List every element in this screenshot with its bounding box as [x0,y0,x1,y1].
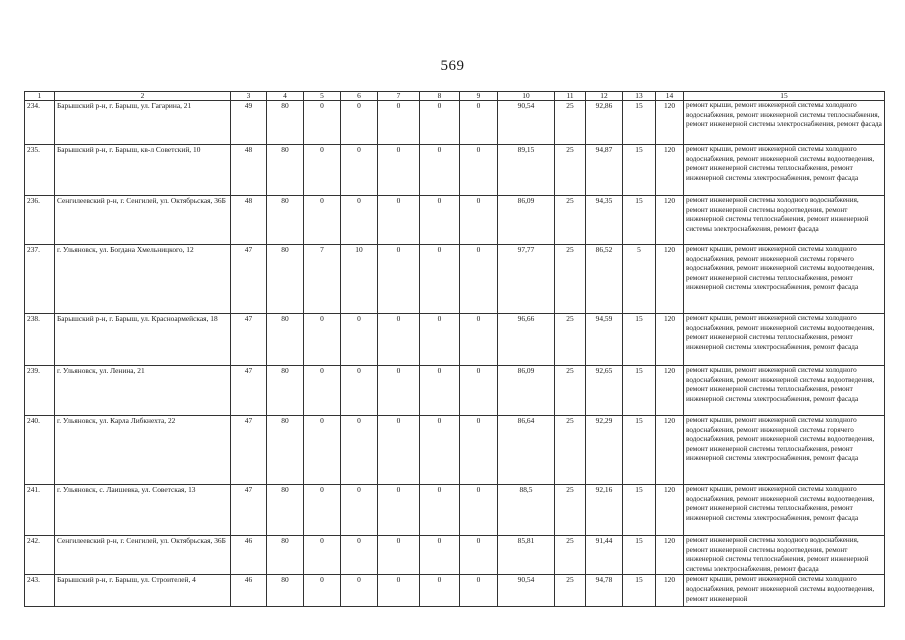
column-number-row [25,92,885,101]
value-cell-c4: 80 [267,196,304,245]
value-cell-c14: 120 [656,196,684,245]
value-cell-c5: 0 [304,366,341,416]
works-cell: ремонт крыши, ремонт инженерной системы холодного водоснабжения, ремонт инженерной системы водоотведения, ремонт инженерной системы теплоснабжения, ремонт инженерной системы электроснабжения, ремонт фасада [684,145,885,196]
value-cell-c5: 7 [304,245,341,314]
value-cell-c8: 0 [420,575,460,607]
value-cell-c7: 0 [378,485,420,536]
table-row [25,245,885,314]
table-row [25,575,885,607]
value-cell-c10: 90,54 [498,101,555,145]
value-cell-c13: 15 [623,314,656,366]
value-cell-c5: 0 [304,196,341,245]
value-cell-c10: 86,09 [498,366,555,416]
value-cell-c7: 0 [378,196,420,245]
value-cell-c13: 15 [623,575,656,607]
value-cell-c11: 25 [555,101,586,145]
repair-register-table [24,91,885,607]
value-cell-c9: 0 [460,145,498,196]
value-cell-c13: 15 [623,101,656,145]
value-cell-c14: 120 [656,536,684,575]
value-cell-c4: 80 [267,575,304,607]
row-number-cell: 243. [25,575,55,607]
value-cell-c4: 80 [267,366,304,416]
value-cell-c11: 25 [555,485,586,536]
value-cell-c4: 80 [267,536,304,575]
value-cell-c12: 92,29 [586,416,623,485]
value-cell-c4: 80 [267,314,304,366]
value-cell-c9: 0 [460,314,498,366]
value-cell-c11: 25 [555,196,586,245]
value-cell-c7: 0 [378,366,420,416]
value-cell-c4: 80 [267,485,304,536]
column-number: 9 [460,92,498,101]
value-cell-c9: 0 [460,245,498,314]
row-number-cell: 234. [25,101,55,145]
value-cell-c12: 94,59 [586,314,623,366]
works-cell: ремонт крыши, ремонт инженерной системы холодного водоснабжения, ремонт инженерной системы горячего водоснабжения, ремонт инженерной системы водоотведения, ремонт инженерной системы теплоснабжения, ремонт инженерной системы электроснабжения, ремонт фасада [684,416,885,485]
row-number-cell: 241. [25,485,55,536]
value-cell-c10: 96,66 [498,314,555,366]
value-cell-c7: 0 [378,245,420,314]
value-cell-c13: 15 [623,145,656,196]
address-cell: г. Ульяновск, ул. Ленина, 21 [55,366,231,416]
value-cell-c9: 0 [460,366,498,416]
value-cell-c3: 47 [231,314,267,366]
table-row [25,536,885,575]
value-cell-c8: 0 [420,196,460,245]
value-cell-c14: 120 [656,485,684,536]
row-number-cell: 236. [25,196,55,245]
value-cell-c10: 86,64 [498,416,555,485]
value-cell-c11: 25 [555,314,586,366]
column-number: 2 [55,92,231,101]
works-cell: ремонт инженерной системы холодного водоснабжения, ремонт инженерной системы водоотведения, ремонт инженерной системы теплоснабжения, ремонт инженерной системы электроснабжения, ремонт фасада [684,196,885,245]
value-cell-c5: 0 [304,145,341,196]
value-cell-c9: 0 [460,196,498,245]
value-cell-c10: 85,81 [498,536,555,575]
address-cell: Барышский р-н, г. Барыш, ул. Строителей, 4 [55,575,231,607]
value-cell-c12: 94,78 [586,575,623,607]
value-cell-c14: 120 [656,145,684,196]
value-cell-c14: 120 [656,575,684,607]
value-cell-c5: 0 [304,575,341,607]
value-cell-c6: 0 [341,196,378,245]
value-cell-c12: 92,65 [586,366,623,416]
value-cell-c8: 0 [420,485,460,536]
value-cell-c8: 0 [420,536,460,575]
value-cell-c7: 0 [378,536,420,575]
column-number: 13 [623,92,656,101]
column-number: 8 [420,92,460,101]
value-cell-c11: 25 [555,416,586,485]
value-cell-c5: 0 [304,485,341,536]
value-cell-c6: 0 [341,575,378,607]
address-cell: Барышский р-н, г. Барыш, ул. Красноармейская, 18 [55,314,231,366]
column-number: 5 [304,92,341,101]
value-cell-c14: 120 [656,101,684,145]
value-cell-c7: 0 [378,101,420,145]
value-cell-c7: 0 [378,416,420,485]
works-cell: ремонт инженерной системы холодного водоснабжения, ремонт инженерной системы водоотведения, ремонт инженерной системы теплоснабжения, ремонт инженерной системы электроснабжения, ремонт фасада [684,536,885,575]
value-cell-c3: 47 [231,485,267,536]
address-cell: г. Ульяновск, ул. Карла Либкнехта, 22 [55,416,231,485]
value-cell-c12: 92,16 [586,485,623,536]
value-cell-c11: 25 [555,245,586,314]
address-cell: Барышский р-н, г. Барыш, кв-л Советский, 10 [55,145,231,196]
value-cell-c13: 15 [623,536,656,575]
value-cell-c5: 0 [304,101,341,145]
value-cell-c11: 25 [555,536,586,575]
value-cell-c7: 0 [378,575,420,607]
value-cell-c10: 97,77 [498,245,555,314]
column-number: 1 [25,92,55,101]
address-cell: г. Ульяновск, с. Лаишевка, ул. Советская, 13 [55,485,231,536]
value-cell-c13: 15 [623,416,656,485]
column-number: 6 [341,92,378,101]
value-cell-c6: 0 [341,314,378,366]
value-cell-c8: 0 [420,145,460,196]
value-cell-c4: 80 [267,245,304,314]
value-cell-c6: 0 [341,536,378,575]
value-cell-c8: 0 [420,416,460,485]
value-cell-c6: 0 [341,101,378,145]
value-cell-c10: 86,09 [498,196,555,245]
works-cell: ремонт крыши, ремонт инженерной системы холодного водоснабжения, ремонт инженерной системы водоотведения, ремонт инженерной системы теплоснабжения, ремонт инженерной системы электроснабжения, ремонт фасада [684,366,885,416]
value-cell-c12: 91,44 [586,536,623,575]
value-cell-c13: 15 [623,485,656,536]
value-cell-c9: 0 [460,416,498,485]
value-cell-c8: 0 [420,314,460,366]
value-cell-c6: 10 [341,245,378,314]
value-cell-c3: 49 [231,101,267,145]
value-cell-c6: 0 [341,416,378,485]
address-cell: Барышский р-н, г. Барыш, ул. Гагарина, 21 [55,101,231,145]
value-cell-c9: 0 [460,101,498,145]
value-cell-c8: 0 [420,101,460,145]
value-cell-c7: 0 [378,314,420,366]
value-cell-c12: 94,35 [586,196,623,245]
works-cell: ремонт крыши, ремонт инженерной системы холодного водоснабжения, ремонт инженерной системы горячего водоснабжения, ремонт инженерной системы водоотведения, ремонт инженерной системы теплоснабжения, ремонт инженерной системы электроснабжения, ремонт фасада [684,245,885,314]
column-number: 11 [555,92,586,101]
value-cell-c3: 48 [231,145,267,196]
value-cell-c10: 90,54 [498,575,555,607]
value-cell-c11: 25 [555,575,586,607]
column-number: 10 [498,92,555,101]
table-row [25,485,885,536]
value-cell-c3: 47 [231,245,267,314]
value-cell-c6: 0 [341,366,378,416]
value-cell-c10: 88,5 [498,485,555,536]
works-cell: ремонт крыши, ремонт инженерной системы холодного водоснабжения, ремонт инженерной системы теплоснабжения, ремонт инженерной системы электроснабжения, ремонт фасада [684,101,885,145]
works-cell: ремонт крыши, ремонт инженерной системы холодного водоснабжения, ремонт инженерной системы водоотведения, ремонт инженерной системы теплоснабжения, ремонт инженерной системы электроснабжения, ремонт фасада [684,314,885,366]
value-cell-c4: 80 [267,416,304,485]
row-number-cell: 240. [25,416,55,485]
address-cell: Сенгилеевский р-н, г. Сенгилей, ул. Октябрьская, 36Б [55,536,231,575]
value-cell-c3: 46 [231,536,267,575]
column-number: 15 [684,92,885,101]
value-cell-c4: 80 [267,145,304,196]
value-cell-c12: 94,87 [586,145,623,196]
row-number-cell: 237. [25,245,55,314]
address-cell: г. Ульяновск, ул. Богдана Хмельницкого, 12 [55,245,231,314]
value-cell-c3: 47 [231,416,267,485]
column-number: 4 [267,92,304,101]
value-cell-c4: 80 [267,101,304,145]
value-cell-c9: 0 [460,575,498,607]
column-number: 7 [378,92,420,101]
value-cell-c11: 25 [555,366,586,416]
works-cell: ремонт крыши, ремонт инженерной системы холодного водоснабжения, ремонт инженерной системы водоотведения, ремонт инженерной системы теплоснабжения, ремонт инженерной системы электроснабжения, ремонт фасада [684,485,885,536]
page-number: 569 [440,58,465,74]
row-number-cell: 242. [25,536,55,575]
value-cell-c12: 86,52 [586,245,623,314]
value-cell-c11: 25 [555,145,586,196]
value-cell-c8: 0 [420,366,460,416]
value-cell-c3: 46 [231,575,267,607]
value-cell-c14: 120 [656,416,684,485]
value-cell-c5: 0 [304,416,341,485]
value-cell-c5: 0 [304,314,341,366]
value-cell-c13: 15 [623,196,656,245]
value-cell-c9: 0 [460,485,498,536]
row-number-cell: 239. [25,366,55,416]
value-cell-c5: 0 [304,536,341,575]
value-cell-c6: 0 [341,145,378,196]
value-cell-c8: 0 [420,245,460,314]
table-row [25,314,885,366]
row-number-cell: 235. [25,145,55,196]
table-row [25,196,885,245]
value-cell-c13: 15 [623,366,656,416]
address-cell: Сенгилеевский р-н, г. Сенгилей, ул. Октябрьская, 36Б [55,196,231,245]
value-cell-c12: 92,86 [586,101,623,145]
column-number: 12 [586,92,623,101]
value-cell-c10: 89,15 [498,145,555,196]
table-row [25,101,885,145]
works-cell: ремонт крыши, ремонт инженерной системы холодного водоснабжения, ремонт инженерной системы водоотведения, ремонт инженерной [684,575,885,607]
column-number: 14 [656,92,684,101]
table-row [25,145,885,196]
row-number-cell: 238. [25,314,55,366]
value-cell-c6: 0 [341,485,378,536]
table-row [25,416,885,485]
value-cell-c7: 0 [378,145,420,196]
value-cell-c14: 120 [656,366,684,416]
value-cell-c14: 120 [656,314,684,366]
value-cell-c9: 0 [460,536,498,575]
column-number: 3 [231,92,267,101]
value-cell-c3: 48 [231,196,267,245]
table-row [25,366,885,416]
value-cell-c14: 120 [656,245,684,314]
value-cell-c13: 5 [623,245,656,314]
value-cell-c3: 47 [231,366,267,416]
